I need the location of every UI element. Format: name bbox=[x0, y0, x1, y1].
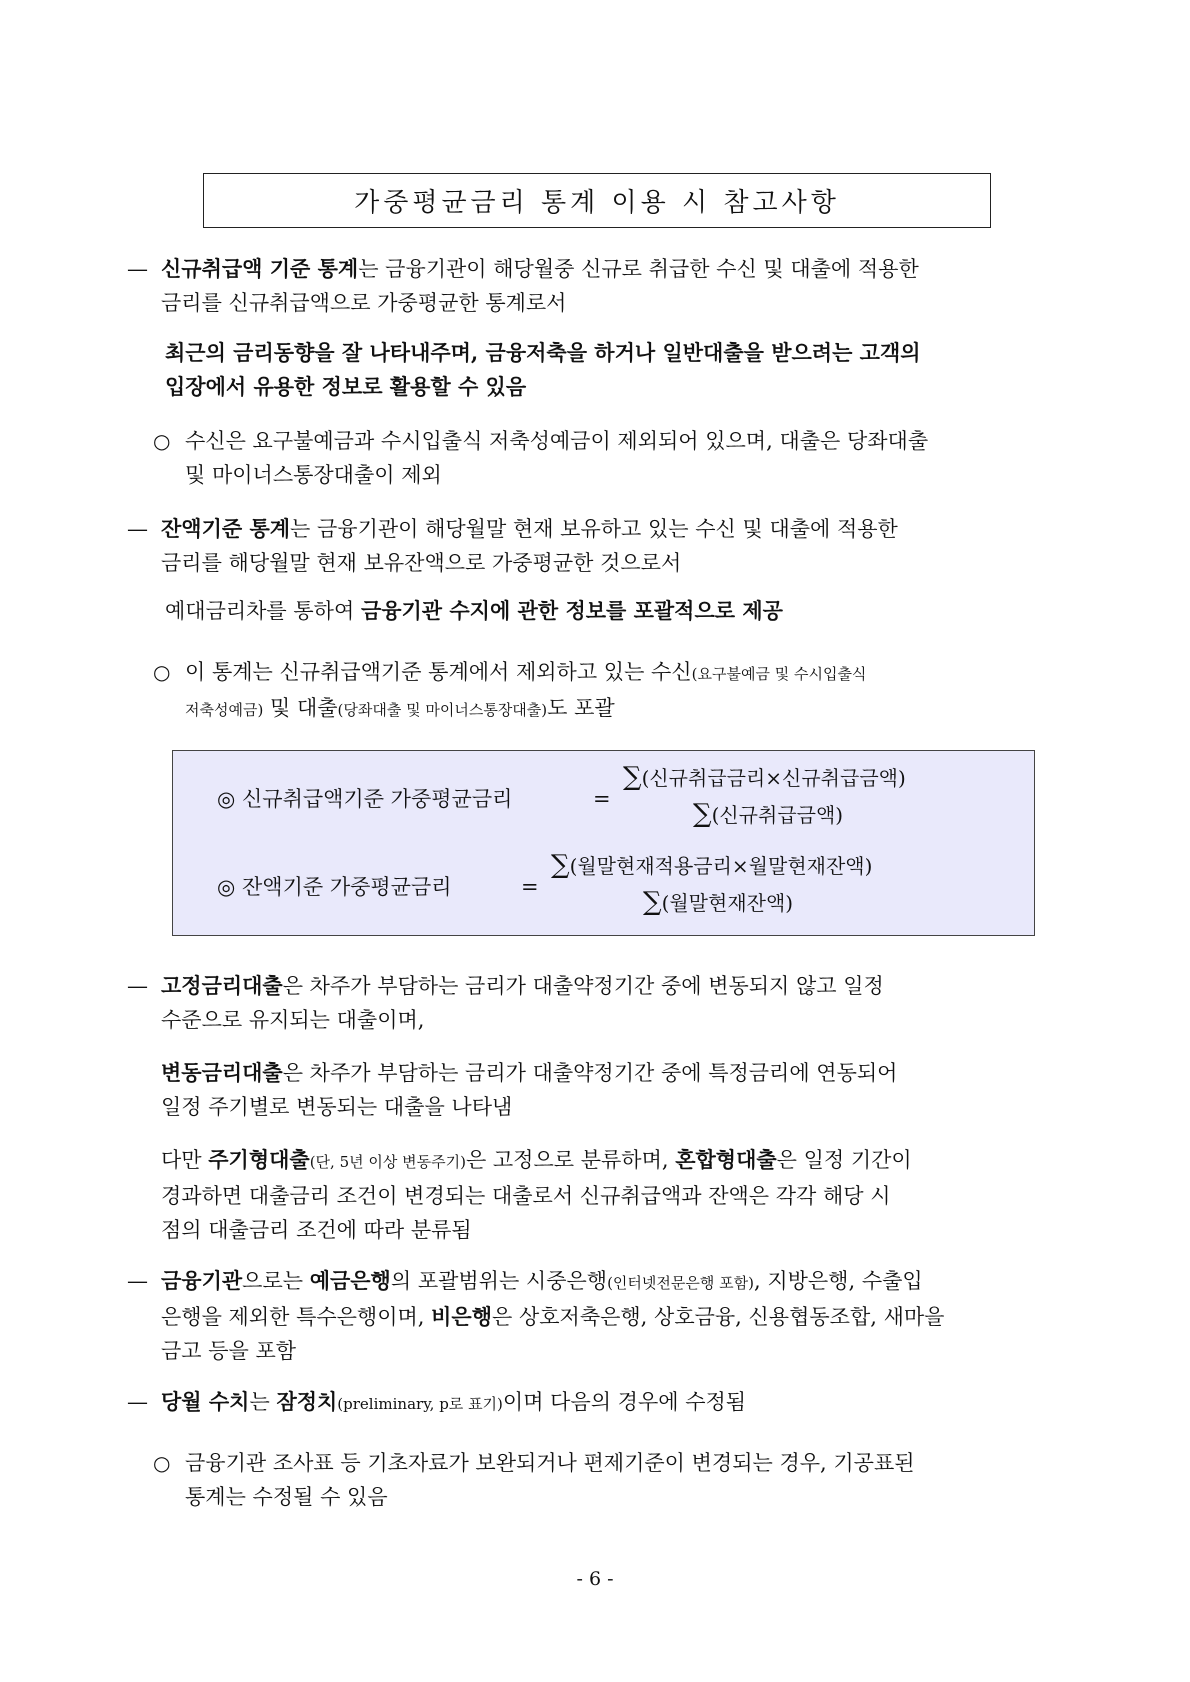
text: (인터넷전문은행 포함) bbox=[607, 1274, 754, 1292]
dash-bullet: — bbox=[127, 1269, 148, 1293]
text: (월말현재잔액) bbox=[661, 891, 794, 915]
section-new-amount-emphasis bbox=[165, 336, 921, 404]
term-preliminary: 잠정치 bbox=[276, 1389, 338, 1414]
section-new-amount bbox=[161, 252, 919, 320]
text: 은행을 제외한 특수은행이며, bbox=[161, 1305, 432, 1329]
sigma-icon: ∑ bbox=[643, 887, 662, 917]
section-balance-emphasis bbox=[165, 594, 783, 628]
text: 금융기관 조사표 등 기초자료가 보완되거나 편제기준이 변경되는 경우, 기공표된 bbox=[185, 1451, 915, 1475]
section-fixed-rate bbox=[161, 969, 884, 1037]
section-periodic-hybrid bbox=[161, 1143, 912, 1247]
equals-sign: = bbox=[521, 875, 539, 899]
term-hybrid-loan: 혼합형대출 bbox=[675, 1147, 777, 1172]
text: 은 차주가 부담하는 금리가 대출약정기간 중에 변동되지 않고 일정 bbox=[282, 974, 884, 998]
text: (월말현재적용금리×월말현재잔액) bbox=[569, 854, 873, 878]
term-non-bank: 비은행 bbox=[431, 1304, 492, 1329]
text: (신규취급금리×신규취급금액) bbox=[641, 766, 906, 790]
page-title: 가중평균금리 통계 이용 시 참고사항 bbox=[354, 188, 840, 218]
page-number: - 6 - bbox=[576, 1568, 614, 1590]
dash-bullet: — bbox=[127, 517, 148, 541]
text: 도 포괄 bbox=[547, 696, 615, 720]
formula-box bbox=[172, 750, 1035, 936]
sigma-icon: ∑ bbox=[623, 762, 642, 792]
text: 은 차주가 부담하는 금리가 대출약정기간 중에 특정금리에 연동되어 bbox=[282, 1061, 898, 1085]
formula-balance-numerator bbox=[551, 849, 872, 882]
text: 은 상호저축은행, 상호금융, 신용협동조합, 새마을 bbox=[492, 1305, 945, 1329]
term-new-amount-basis: 신규취급액 기준 통계 bbox=[161, 256, 359, 281]
text: 저축성예금) bbox=[185, 701, 264, 719]
text: 경과하면 대출금리 조건이 변경되는 대출로서 신규취급액과 잔액은 각각 해당 시 bbox=[161, 1184, 891, 1208]
text: 일정 주기별로 변동되는 대출을 나타냄 bbox=[161, 1095, 513, 1119]
formula-new-amount-numerator bbox=[623, 761, 906, 794]
section-financial-institutions bbox=[161, 1264, 944, 1368]
text: 및 대출 bbox=[263, 696, 338, 720]
term-variable-rate-loan: 변동금리대출 bbox=[161, 1060, 283, 1085]
term-deposit-bank: 예금은행 bbox=[309, 1268, 391, 1293]
term-financial-institution: 금융기관 bbox=[161, 1268, 243, 1293]
text: 는 bbox=[249, 1390, 277, 1414]
text: 수신은 요구불예금과 수시입출식 저축성예금이 제외되어 있으며, 대출은 당좌대출 bbox=[185, 429, 929, 453]
text: 금리를 해당월말 현재 보유잔액으로 가중평균한 것으로서 bbox=[161, 551, 682, 575]
section-variable-rate bbox=[161, 1056, 897, 1124]
text: (preliminary, p로 표기) bbox=[337, 1395, 503, 1413]
text: 금리를 신규취급액으로 가중평균한 통계로서 bbox=[161, 291, 567, 315]
formula-balance-label: ◎ 잔액기준 가중평균금리 bbox=[217, 875, 452, 899]
term-periodic-loan: 주기형대출 bbox=[208, 1147, 310, 1172]
circle-bullet: ○ bbox=[153, 1451, 171, 1475]
text: 는 금융기관이 해당월중 신규로 취급한 수신 및 대출에 적용한 bbox=[358, 257, 919, 281]
text: 금고 등을 포함 bbox=[161, 1339, 297, 1363]
circle-bullet: ○ bbox=[153, 660, 171, 684]
text: 다만 bbox=[161, 1148, 209, 1172]
term-current-month-figure: 당월 수치 bbox=[161, 1389, 250, 1414]
dash-bullet: — bbox=[127, 974, 148, 998]
text: (요구불예금 및 수시입출식 bbox=[691, 665, 867, 683]
text: 이 통계는 신규취급액기준 통계에서 제외하고 있는 수신 bbox=[185, 660, 692, 684]
section-balance-note bbox=[185, 655, 866, 727]
text: 금융기관 수지에 관한 정보를 포괄적으로 제공 bbox=[360, 598, 783, 623]
text: 최근의 금리동향을 잘 나타내주며, 금융저축을 하거나 일반대출을 받으려는 고객의 bbox=[165, 340, 921, 365]
text: 의 포괄범위는 시중은행 bbox=[390, 1269, 608, 1293]
dash-bullet: — bbox=[127, 1390, 148, 1414]
circle-bullet: ○ bbox=[153, 429, 171, 453]
text: , 지방은행, 수출입 bbox=[753, 1269, 923, 1293]
term-balance-basis: 잔액기준 통계 bbox=[161, 516, 291, 541]
section-preliminary bbox=[161, 1385, 746, 1421]
section-preliminary-note bbox=[185, 1446, 915, 1514]
text: 및 마이너스통장대출이 제외 bbox=[185, 463, 442, 487]
formula-new-amount-label: ◎ 신규취급액기준 가중평균금리 bbox=[217, 787, 513, 811]
text: (당좌대출 및 마이너스통장대출) bbox=[337, 701, 548, 719]
formula-balance-denominator bbox=[643, 886, 793, 919]
title-box bbox=[203, 173, 991, 228]
term-fixed-rate-loan: 고정금리대출 bbox=[161, 973, 283, 998]
text: 이며 다음의 경우에 수정됨 bbox=[502, 1390, 747, 1414]
text: 통계는 수정될 수 있음 bbox=[185, 1485, 388, 1509]
text: 수준으로 유지되는 대출이며, bbox=[161, 1008, 425, 1032]
text: 은 고정으로 분류하며, bbox=[465, 1148, 676, 1172]
sigma-icon: ∑ bbox=[693, 799, 712, 829]
section-new-amount-note bbox=[185, 424, 928, 492]
equals-sign: = bbox=[593, 787, 611, 811]
text: 은 일정 기간이 bbox=[776, 1148, 912, 1172]
dash-bullet: — bbox=[127, 257, 148, 281]
section-balance bbox=[161, 512, 898, 580]
formula-new-amount-denominator bbox=[693, 798, 843, 831]
text: (단, 5년 이상 변동주기) bbox=[309, 1153, 466, 1171]
text: 는 금융기관이 해당월말 현재 보유하고 있는 수신 및 대출에 적용한 bbox=[290, 517, 898, 541]
sigma-icon: ∑ bbox=[551, 850, 570, 880]
text: 입장에서 유용한 정보로 활용할 수 있음 bbox=[165, 374, 527, 399]
text: (신규취급금액) bbox=[711, 803, 844, 827]
text: 예대금리차를 통하여 bbox=[165, 599, 361, 623]
text: 으로는 bbox=[242, 1269, 310, 1293]
text: 점의 대출금리 조건에 따라 분류됨 bbox=[161, 1218, 472, 1242]
